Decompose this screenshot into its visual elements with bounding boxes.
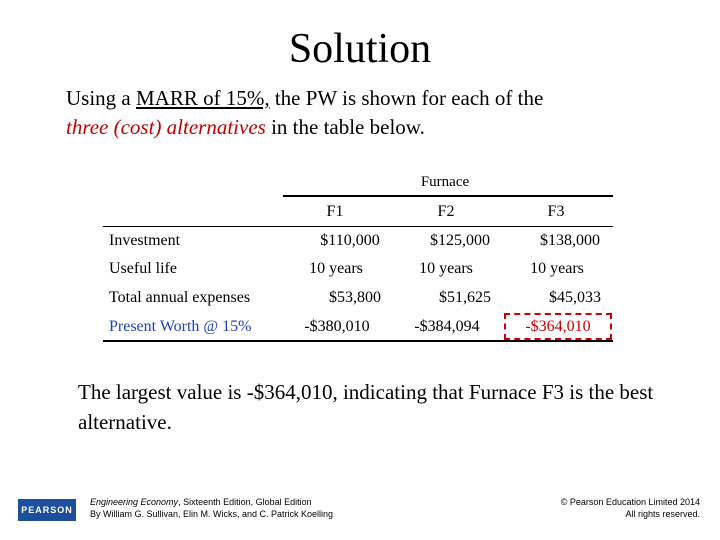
slide-title: Solution — [288, 26, 432, 72]
cell-expenses-f1: $53,800 — [329, 289, 381, 306]
row-label-present-worth: Present Worth @ 15% — [109, 318, 252, 335]
book-edition: , Sixteenth Edition, Global Edition — [178, 497, 312, 507]
cell-investment-f2: $125,000 — [430, 232, 490, 249]
cell-life-f3: 10 years — [530, 260, 584, 277]
row-label-annual-expenses: Total annual expenses — [109, 289, 251, 306]
cell-life-f1: 10 years — [309, 260, 363, 277]
cell-investment-f3: $138,000 — [540, 232, 600, 249]
copyright-notice — [561, 496, 700, 520]
row-label-investment: Investment — [109, 232, 181, 249]
column-header-f3: F3 — [547, 203, 565, 220]
table-bottom-rule — [103, 340, 613, 342]
cell-pw-f1: -$380,010 — [304, 318, 370, 335]
cell-pw-f3: -$364,010 — [525, 318, 591, 335]
row-label-useful-life: Useful life — [109, 260, 177, 277]
book-title: Engineering Economy — [90, 497, 179, 507]
intro-paragraph — [66, 84, 686, 142]
header-divider — [103, 226, 613, 227]
furnace-group-label: Furnace — [420, 174, 470, 190]
rights-text: All rights reserved. — [625, 509, 700, 519]
book-authors: By William G. Sullivan, Elin M. Wicks, and C. Patrick Koelling — [90, 509, 334, 519]
pearson-logo: PEARSON — [18, 499, 76, 521]
alternatives-text: three (cost) alternatives — [66, 115, 266, 139]
group-divider — [283, 195, 613, 197]
cell-expenses-f3: $45,033 — [549, 289, 601, 306]
intro-text-2: the PW is shown for each of the — [269, 86, 544, 110]
intro-text-1: Using a — [66, 86, 136, 110]
cell-pw-f2: -$384,094 — [414, 318, 480, 335]
cell-life-f2: 10 years — [419, 260, 473, 277]
copyright-text: © Pearson Education Limited 2014 — [560, 497, 700, 507]
cell-investment-f1: $110,000 — [320, 232, 380, 249]
column-header-f2: F2 — [437, 203, 455, 220]
intro-text-3: in the table below. — [265, 115, 425, 139]
conclusion-text: The largest value is -$364,010, indicating that Furnace F3 is the best alternative. — [78, 380, 654, 434]
column-header-f1: F1 — [326, 203, 344, 220]
cell-expenses-f2: $51,625 — [439, 289, 491, 306]
marr-text: MARR of 15%, — [136, 86, 270, 110]
book-citation — [90, 496, 333, 520]
